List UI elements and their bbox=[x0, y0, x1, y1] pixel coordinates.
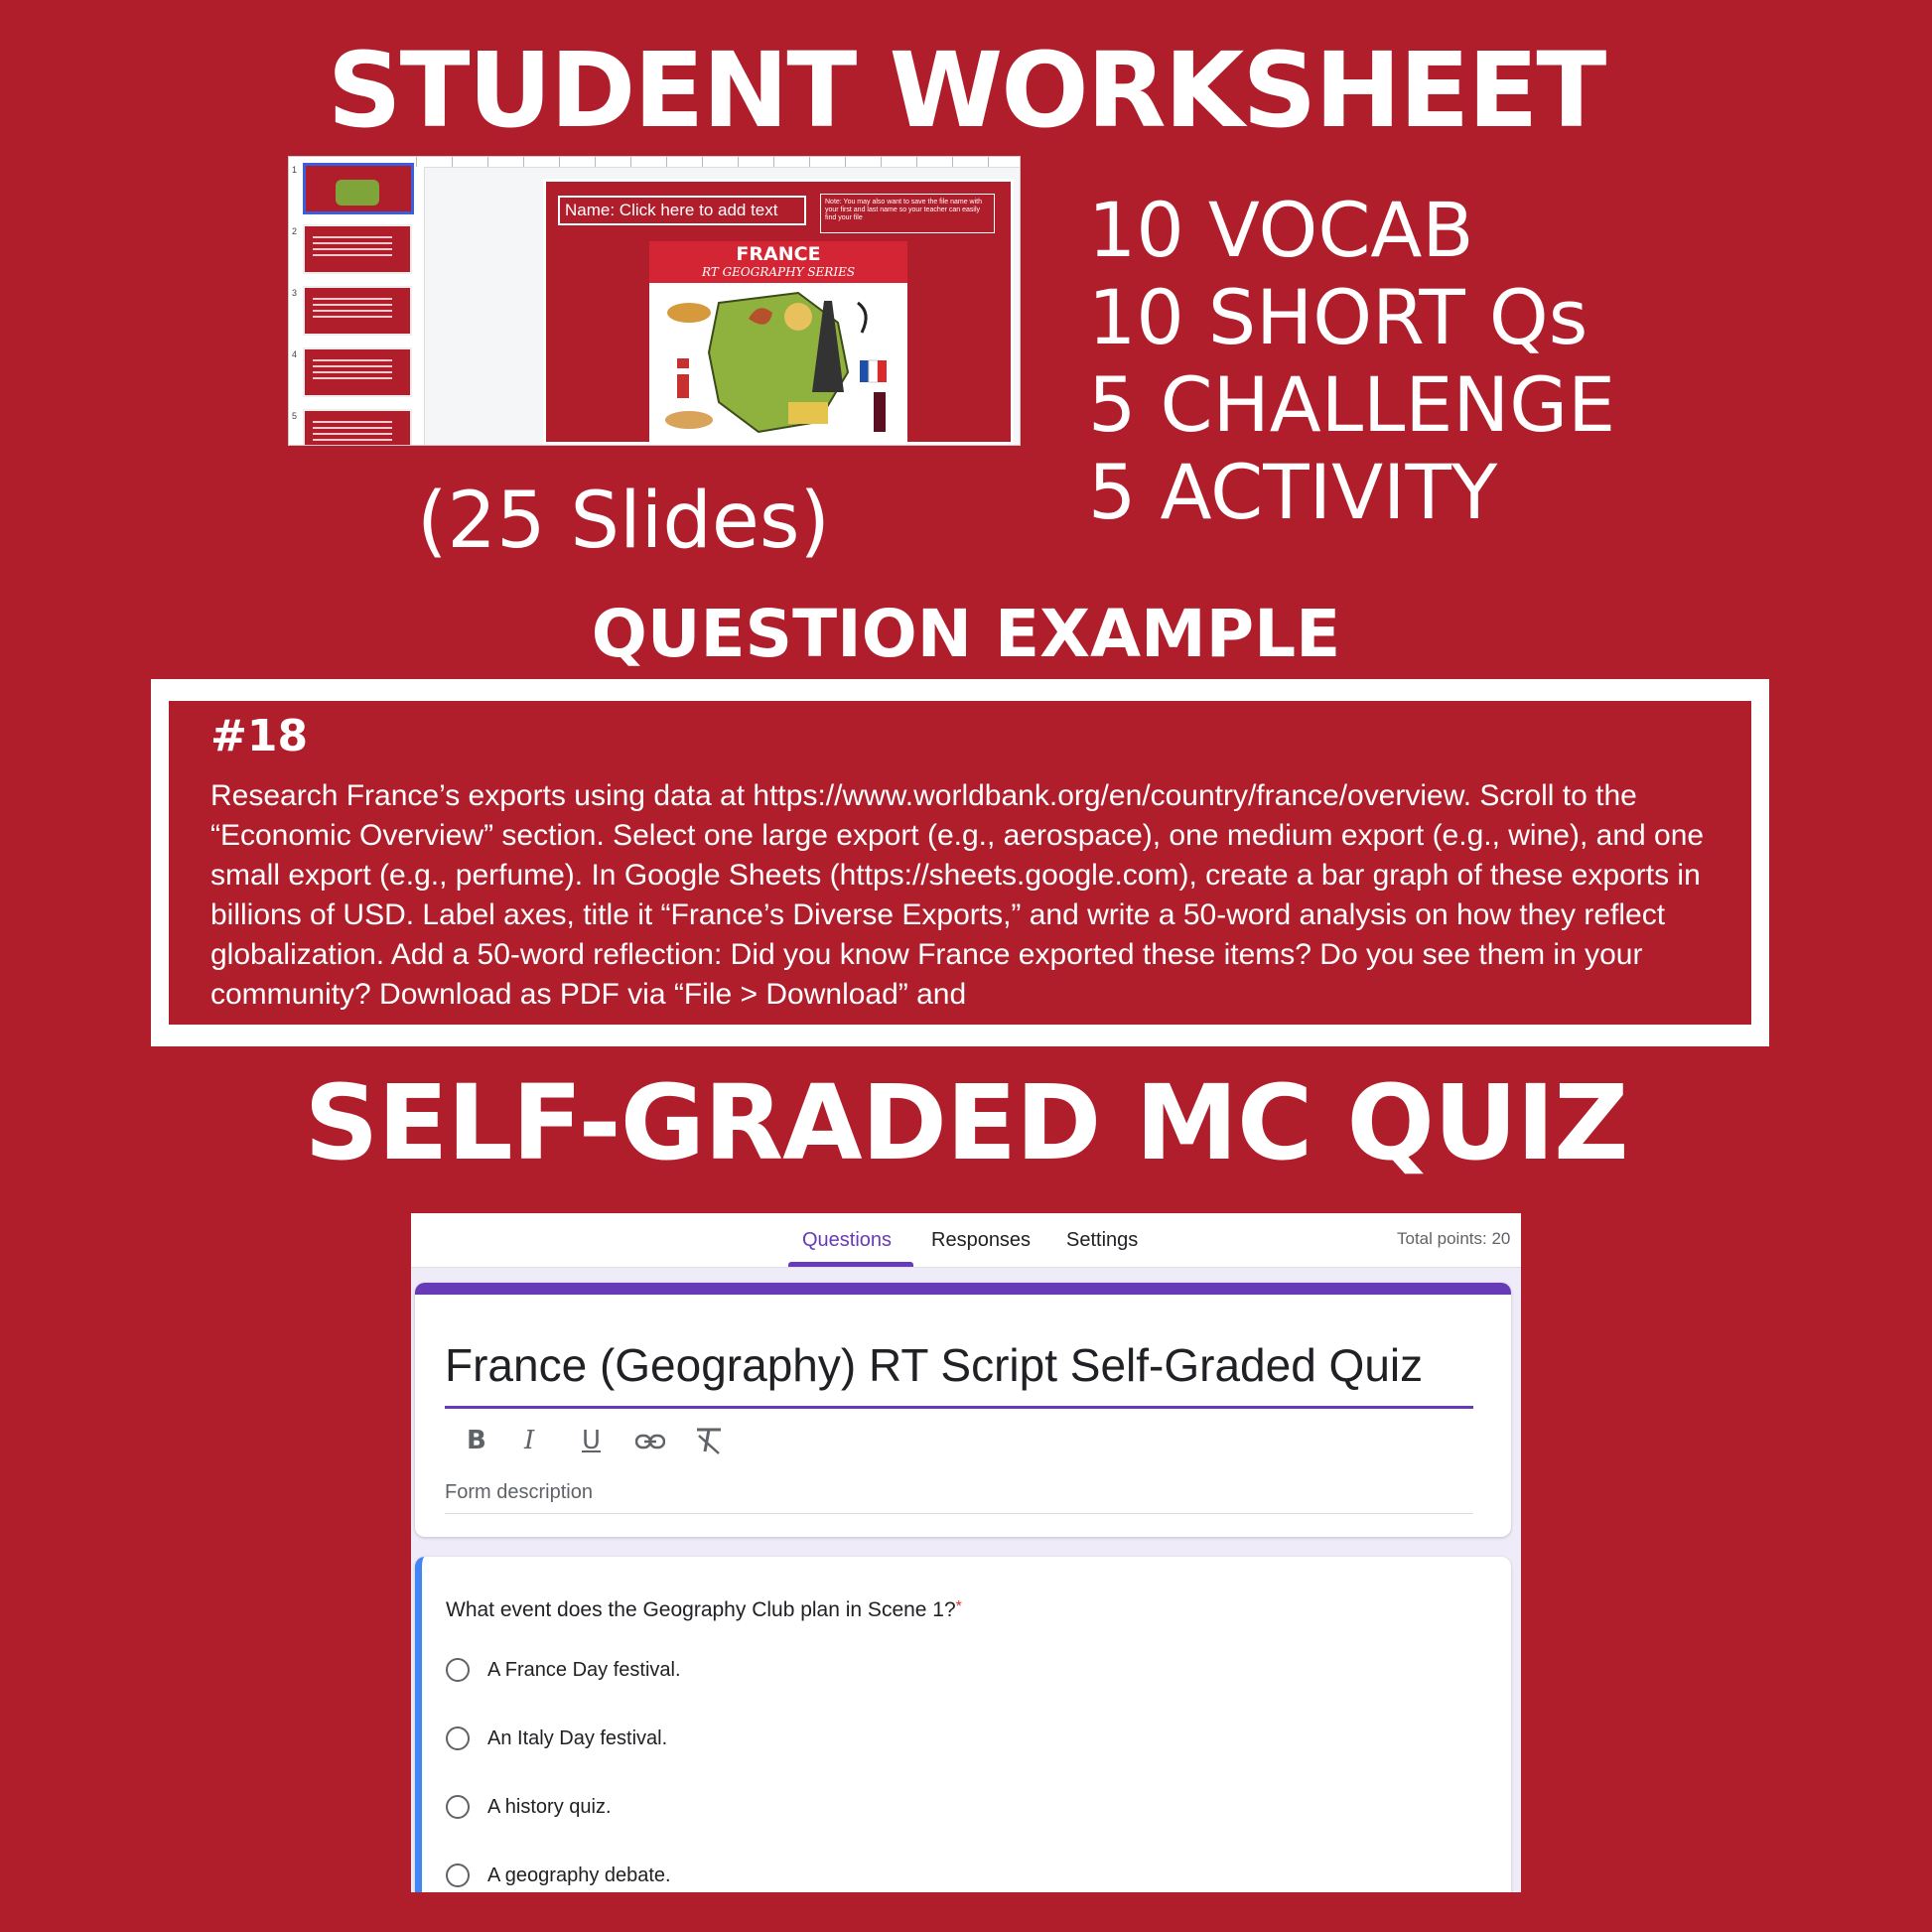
option-label: A history quiz. bbox=[487, 1796, 612, 1818]
slide-thumbnail[interactable] bbox=[303, 286, 412, 336]
total-points: Total points: 20 bbox=[1397, 1229, 1511, 1248]
feature-list bbox=[1088, 187, 1615, 536]
cover-subtitle: RT GEOGRAPHY SERIES bbox=[701, 265, 856, 279]
radio-button[interactable] bbox=[446, 1863, 470, 1887]
required-indicator: * bbox=[955, 1598, 962, 1615]
thumb-number: 4 bbox=[292, 349, 298, 359]
cover-title: FRANCE bbox=[736, 243, 821, 265]
thumb-number: 2 bbox=[292, 226, 298, 236]
question-title-text: What event does the Geography Club plan in Scene 1? bbox=[446, 1598, 956, 1621]
slide-thumbnail[interactable] bbox=[303, 347, 412, 397]
link-icon[interactable] bbox=[635, 1434, 665, 1449]
horizontal-ruler bbox=[416, 157, 1020, 168]
description-underline bbox=[445, 1513, 1473, 1514]
slide-thumbnail[interactable] bbox=[303, 163, 414, 214]
student-worksheet-heading: STUDENT WORKSHEET bbox=[327, 30, 1605, 151]
clear-formatting-icon[interactable] bbox=[695, 1426, 723, 1455]
option-label: A geography debate. bbox=[487, 1864, 671, 1886]
question-title bbox=[446, 1598, 962, 1622]
question-text: Research France’s exports using data at https://www.worldbank.org/en/country/france/overview. Scroll to the “Economic Overview” section. Select one large export (e.g., aerospace), one medium export (e.g., wine), and one small export (e.g., perfume). In Google Sheets (https://sheets.google.com), create a bar graph of these exports in billions of USD. Label axes, title it “France’s Diverse Exports,” and write a 50-word analysis on how they reflect globalization. Add a 50-word reflection: Did you know France exported these items? Do you see them in your community? Download as PDF via “File > Download” and bbox=[210, 779, 1705, 1011]
forms-screenshot bbox=[411, 1213, 1521, 1892]
question-example-content bbox=[169, 701, 1751, 1025]
underline-button[interactable]: U bbox=[582, 1426, 602, 1455]
thumb-number: 5 bbox=[292, 411, 298, 421]
slide-count-label: (25 Slides) bbox=[417, 477, 830, 566]
title-underline bbox=[445, 1406, 1473, 1409]
question-card[interactable] bbox=[415, 1557, 1511, 1892]
note-text-box: Note: You may also want to save the file name with your first and last name so your teacher can easily find your file bbox=[820, 194, 995, 233]
slide-canvas[interactable] bbox=[543, 179, 1014, 445]
map-icon bbox=[336, 180, 379, 206]
question-number: #18 bbox=[210, 711, 309, 761]
vertical-ruler bbox=[416, 167, 425, 445]
france-illustration-icon bbox=[649, 283, 907, 446]
form-description-input[interactable]: Form description bbox=[445, 1481, 593, 1503]
slide-thumbnail[interactable] bbox=[303, 409, 412, 446]
question-example-box bbox=[151, 679, 1769, 1046]
tab-questions[interactable]: Questions bbox=[802, 1229, 893, 1251]
slide-thumbnail[interactable] bbox=[303, 224, 412, 274]
feature-item: 10 SHORT Qs bbox=[1088, 273, 1588, 361]
italic-button[interactable]: I bbox=[524, 1426, 535, 1455]
quiz-heading: SELF-GRADED MC QUIZ bbox=[304, 1062, 1628, 1183]
cover-title-band bbox=[649, 241, 907, 283]
slides-screenshot bbox=[288, 156, 1021, 446]
feature-item: 10 VOCAB bbox=[1088, 186, 1474, 274]
radio-button[interactable] bbox=[446, 1658, 470, 1682]
option-label: An Italy Day festival. bbox=[487, 1727, 668, 1749]
radio-button[interactable] bbox=[446, 1795, 470, 1819]
question-example-heading: QUESTION EXAMPLE bbox=[591, 596, 1341, 672]
name-text-box[interactable]: Name: Click here to add text bbox=[558, 196, 806, 225]
slide-thumbnail-panel bbox=[289, 157, 416, 445]
bold-button[interactable]: B bbox=[467, 1426, 486, 1455]
feature-item: 5 ACTIVITY bbox=[1088, 448, 1498, 536]
radio-button[interactable] bbox=[446, 1726, 470, 1750]
thumb-number: 1 bbox=[292, 165, 298, 175]
form-title-card bbox=[415, 1283, 1511, 1537]
form-title-input[interactable]: France (Geography) RT Script Self-Graded Quiz bbox=[445, 1339, 1424, 1391]
tab-settings[interactable]: Settings bbox=[1066, 1229, 1139, 1251]
feature-item: 5 CHALLENGE bbox=[1088, 360, 1616, 449]
forms-tab-bar bbox=[411, 1213, 1521, 1268]
cover-image bbox=[649, 241, 907, 446]
thumb-number: 3 bbox=[292, 288, 298, 298]
active-tab-indicator bbox=[788, 1262, 913, 1267]
tab-responses[interactable]: Responses bbox=[931, 1229, 1032, 1251]
option-label: A France Day festival. bbox=[487, 1659, 681, 1681]
